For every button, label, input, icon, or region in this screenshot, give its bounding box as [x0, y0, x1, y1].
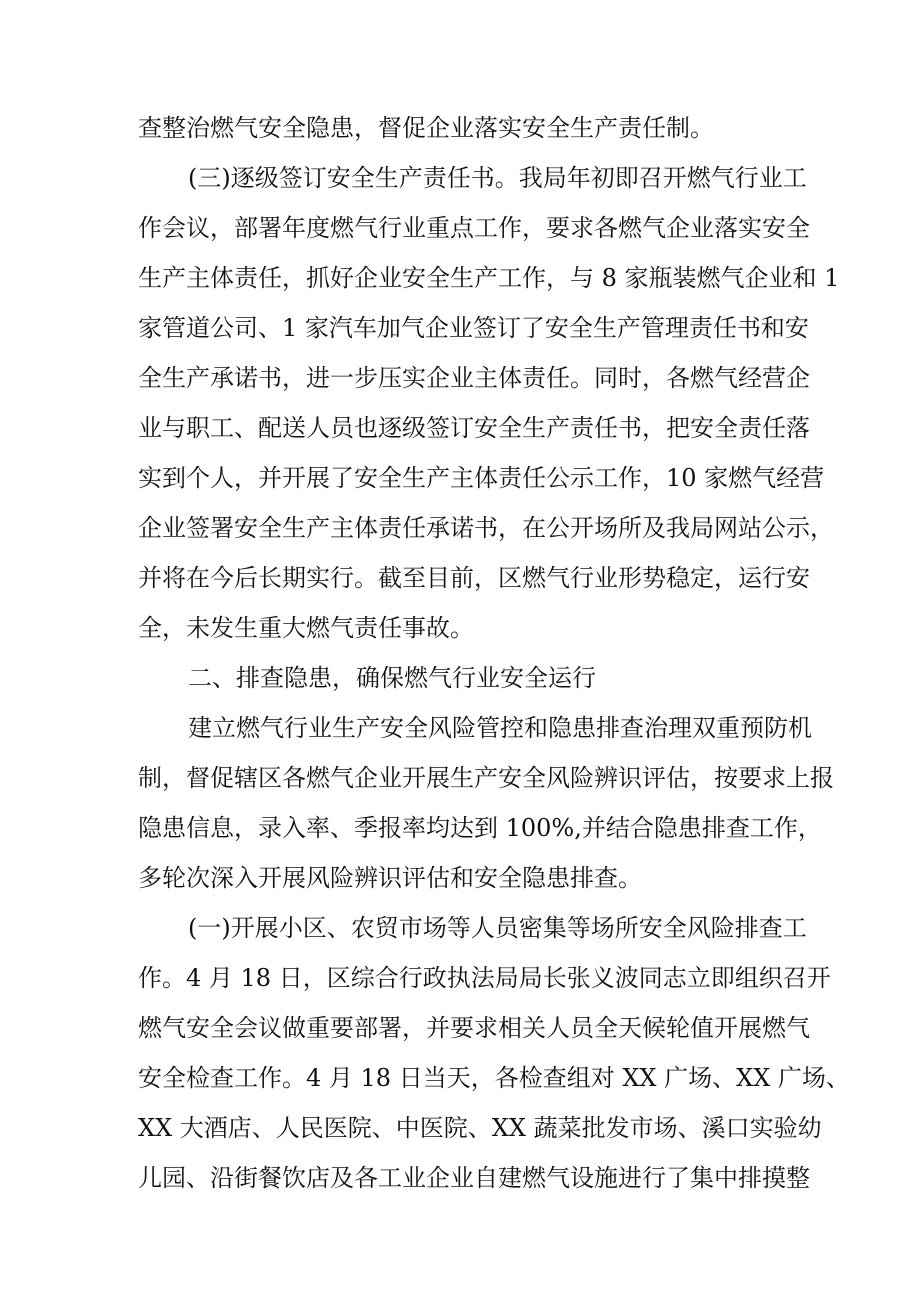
- text-line: 实到个人，并开展了安全生产主体责任公示工作，10 家燃气经营: [138, 464, 825, 492]
- text-line: 全生产承诺书，进一步压实企业主体责任。同时，各燃气经营企: [138, 364, 810, 392]
- text-line: 作。4 月 18 日，区综合行政执法局局长张义波同志立即组织召开: [138, 964, 831, 992]
- text-line: 多轮次深入开展风险辨识评估和安全隐患排查。: [138, 864, 642, 892]
- section-heading-line: (三)逐级签订安全生产责任书。我局年初即召开燃气行业工: [188, 164, 807, 192]
- text-line: 儿园、沿街餐饮店及各工业企业自建燃气设施进行了集中排摸整: [138, 1164, 810, 1192]
- text-line: 企业签署安全生产主体责任承诺书，在公开场所及我局网站公示，: [138, 514, 834, 542]
- text-line: 燃气安全会议做重要部署，并要求相关人员全天候轮值开展燃气: [138, 1014, 810, 1042]
- text-line: 隐患信息，录入率、季报率均达到 100%,并结合隐患排查工作，: [138, 814, 822, 842]
- text-line: 业与职工、配送人员也逐级签订安全生产责任书，把安全责任落: [138, 414, 810, 442]
- text-line: 制，督促辖区各燃气企业开展生产安全风险辨识评估，按要求上报: [138, 764, 834, 792]
- section-heading: 二、排查隐患，确保燃气行业安全运行: [188, 664, 596, 692]
- text-line: 作会议，部署年度燃气行业重点工作，要求各燃气企业落实安全: [138, 214, 810, 242]
- text-line: 并将在今后长期实行。截至目前，区燃气行业形势稳定，运行安: [138, 564, 810, 592]
- text-line: 建立燃气行业生产安全风险管控和隐患排查治理双重预防机: [188, 714, 812, 742]
- text-line: 查整治燃气安全隐患，督促企业落实安全生产责任制。: [138, 114, 714, 142]
- text-line: 全，未发生重大燃气责任事故。: [138, 614, 474, 642]
- text-line: 安全检查工作。4 月 18 日当天，各检查组对 XX 广场、XX 广场、: [138, 1064, 850, 1092]
- text-line: 生产主体责任，抓好企业安全生产工作，与 8 家瓶装燃气企业和 1: [138, 264, 840, 292]
- text-line: 家管道公司、1 家汽车加气企业签订了安全生产管理责任书和安: [138, 314, 809, 342]
- subsection-heading-line: (一)开展小区、农贸市场等人员密集等场所安全风险排查工: [188, 914, 807, 942]
- text-line: XX 大酒店、人民医院、中医院、XX 蔬菜批发市场、溪口实验幼: [138, 1114, 822, 1142]
